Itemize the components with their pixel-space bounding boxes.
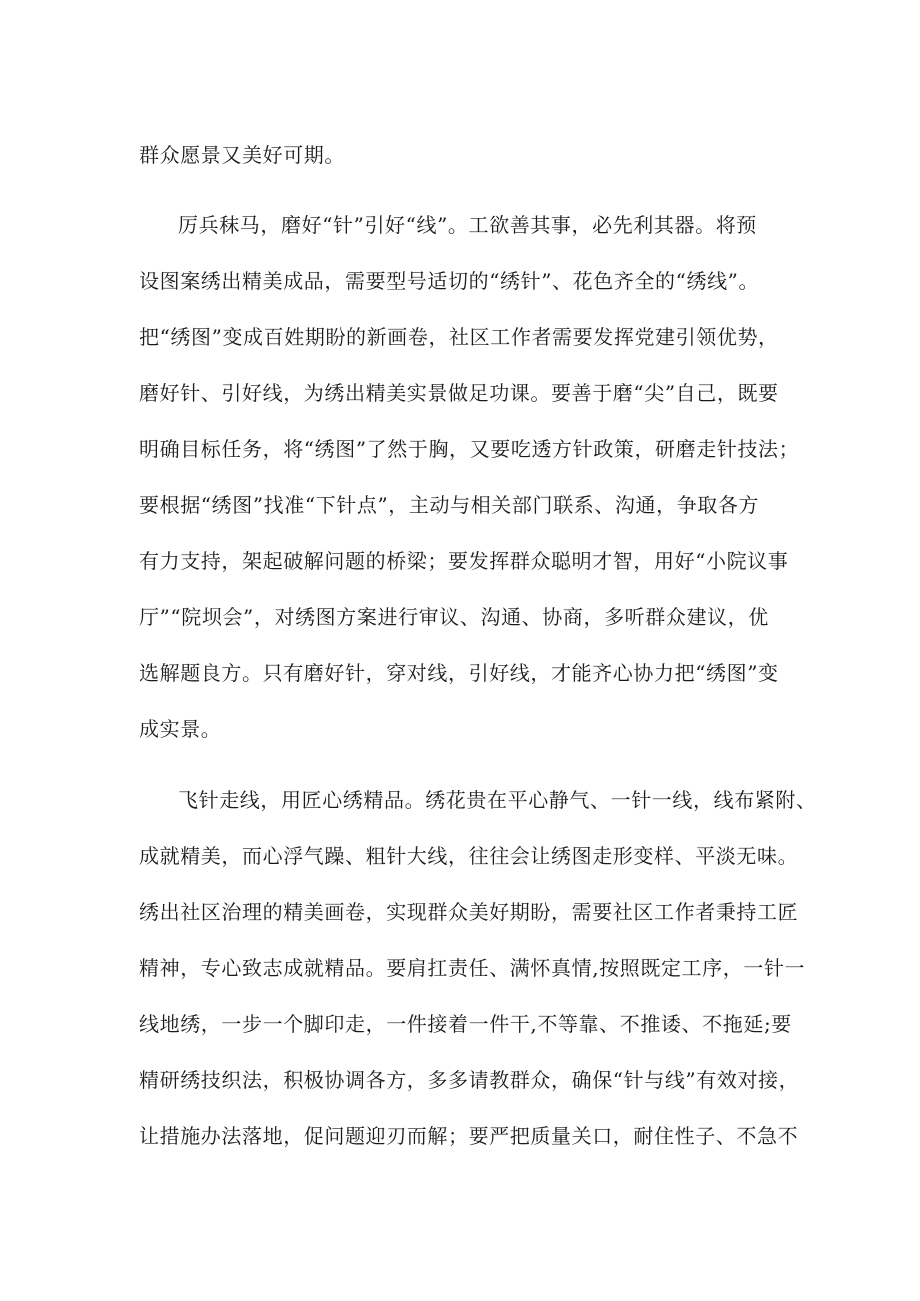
text-line: 让措施办法落地，促问题迎刃而解；要严把质量关口，耐住性子、不急不: [139, 1124, 799, 1148]
text-line: 成就精美，而心浮气躁、粗针大线，往往会让绣图走形变样、平淡无味。: [139, 844, 799, 868]
text-line: 绣出社区治理的精美画卷，实现群众美好期盼，需要社区工作者秉持工匠: [139, 900, 799, 924]
text-line: 明确目标任务，将“绣图”了然于胸，又要吃透方针政策，研磨走针技法；: [139, 437, 800, 461]
text-line: 要根据“绣图”找准“下针点”，主动与相关部门联系、沟通，争取各方: [139, 493, 760, 517]
text-line: 群众愿景又美好可期。: [139, 143, 345, 167]
text-line: 设图案绣出精美成品，需要型号适切的“绣针”、花色齐全的“绣线”。: [139, 269, 760, 293]
text-line: 成实景。: [139, 717, 222, 741]
text-line: 飞针走线，用匠心绣精品。绣花贵在平心静气、一针一线，线布紧附、: [178, 788, 817, 812]
text-line: 精神，专心致志成就精品。要肩扛责任、满怀真情,按照既定工序，一针一: [139, 956, 806, 980]
text-line: 磨好针、引好线，为绣出精美实景做足功课。要善于磨“尖”自己，既要: [139, 381, 779, 405]
text-line: 把“绣图”变成百姓期盼的新画卷，社区工作者需要发挥党建引领优势，: [139, 325, 779, 349]
text-line: 厅”“院坝会”，对绣图方案进行审议、沟通、协商，多听群众建议，优: [139, 605, 769, 629]
text-line: 厉兵秣马，磨好“针”引好“线”。工欲善其事，必先利其器。将预: [178, 213, 757, 237]
text-line: 精研绣技织法，积极协调各方，多多请教群众，确保“针与线”有效对接，: [139, 1068, 800, 1092]
text-line: 选解题良方。只有磨好针，穿对线，引好线，才能齐心协力把“绣图”变: [139, 661, 779, 685]
text-line: 线地绣，一步一个脚印走，一件接着一件干,不等靠、不推诿、不拖延;要: [139, 1012, 792, 1036]
text-line: 有力支持，架起破解问题的桥梁；要发挥群众聪明才智，用好“小院议事: [139, 549, 789, 573]
